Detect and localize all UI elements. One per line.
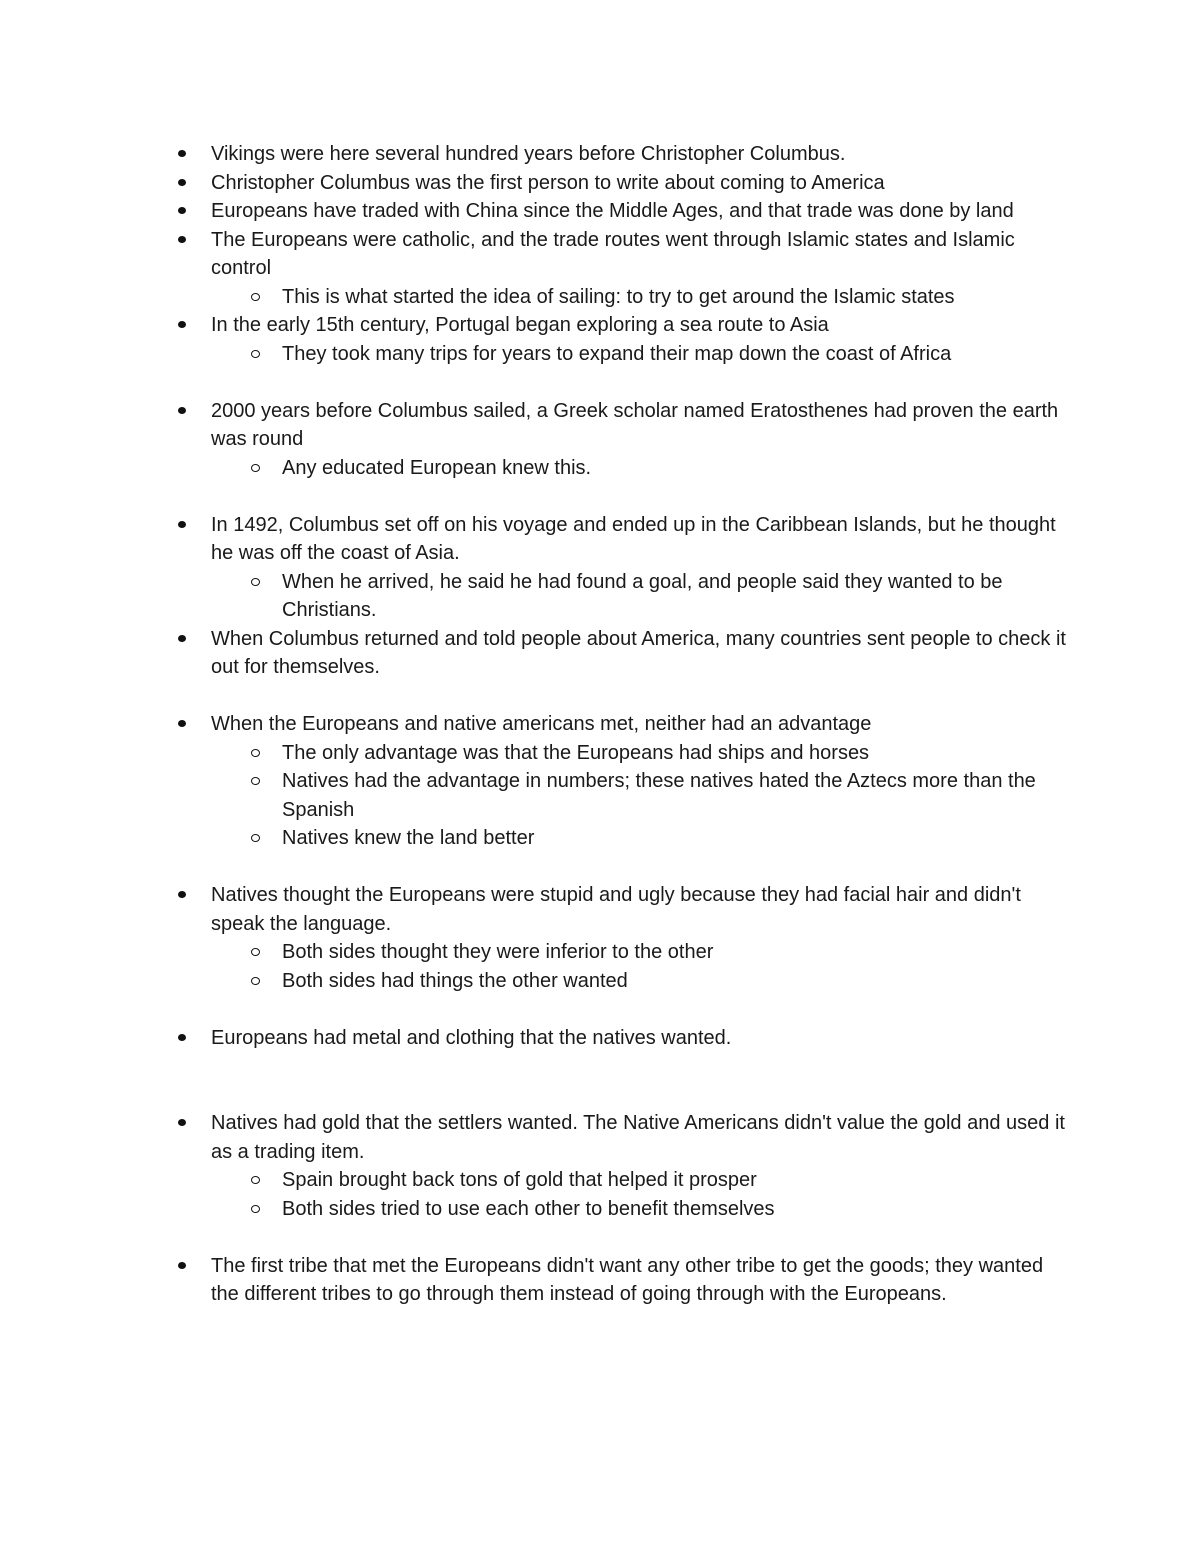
sub-bullet-item (176, 938, 1076, 967)
bullet-text: The Europeans were catholic, and the trade routes went through Islamic states and Islamic control (211, 228, 1015, 279)
bullet-item (176, 169, 1076, 198)
sub-bullet-item (176, 454, 1076, 483)
bullet-text: When he arrived, he said he had found a goal, and people said they wanted to be Christians. (282, 570, 1003, 621)
filled-bullet-icon (178, 1119, 186, 1126)
sub-bullet-item (176, 739, 1076, 768)
bullet-text: Christopher Columbus was the first person to write about coming to America (211, 171, 885, 194)
filled-bullet-icon (178, 1034, 186, 1041)
hollow-bullet-icon (251, 1205, 260, 1213)
sub-bullet-item (176, 967, 1076, 996)
bullet-item (176, 140, 1076, 169)
bullet-text: Both sides had things the other wanted (282, 969, 628, 992)
bullet-item (176, 1109, 1076, 1166)
bullet-text: Both sides tried to use each other to benefit themselves (282, 1197, 775, 1220)
bullet-text: Europeans have traded with China since the Middle Ages, and that trade was done by land (211, 200, 1014, 222)
bullet-text: Natives had gold that the settlers wanted. The Native Americans didn't value the gold and used it as a trading item. (211, 1112, 1065, 1163)
hollow-bullet-icon (251, 293, 260, 301)
bullet-text: 2000 years before Columbus sailed, a Greek scholar named Eratosthenes had proven the earth was round (211, 399, 1059, 450)
bullet-text: Vikings were here several hundred years before Christopher Columbus. (211, 143, 846, 165)
bullet-text: Natives thought the Europeans were stupid and ugly because they had facial hair and didn't speak the language. (211, 884, 1021, 935)
bullet-text: Spain brought back tons of gold that helped it prosper (282, 1169, 757, 1191)
hollow-bullet-icon (251, 350, 260, 358)
bullet-text: Any educated European knew this. (282, 456, 592, 479)
bullet-text: Europeans had metal and clothing that the natives wanted. (211, 1026, 732, 1049)
sub-bullet-item (176, 340, 1076, 369)
hollow-bullet-icon (251, 464, 260, 472)
bullet-item (176, 226, 1076, 283)
sub-bullet-item (176, 283, 1076, 312)
bullet-text: In 1492, Columbus set off on his voyage and ended up in the Caribbean Islands, but he thought he was off the coast of Asia. (211, 513, 1056, 564)
filled-bullet-icon (178, 236, 186, 243)
bullet-item (176, 710, 1076, 739)
bullet-item (176, 311, 1076, 340)
bullet-text: When the Europeans and native americans met, neither had an advantage (211, 713, 872, 735)
notes-list (176, 140, 1076, 1309)
bullet-item (176, 511, 1076, 568)
bullet-item (176, 197, 1076, 226)
filled-bullet-icon (178, 891, 186, 898)
filled-bullet-icon (178, 635, 186, 642)
hollow-bullet-icon (251, 1176, 260, 1184)
filled-bullet-icon (178, 207, 186, 214)
filled-bullet-icon (178, 521, 186, 528)
bullet-item (176, 1024, 1076, 1053)
bullet-item (176, 1252, 1076, 1309)
filled-bullet-icon (178, 179, 186, 186)
bullet-text: Natives had the advantage in numbers; these natives hated the Aztecs more than the Spanish (282, 770, 1036, 821)
filled-bullet-icon (178, 1262, 186, 1269)
hollow-bullet-icon (251, 777, 260, 785)
bullet-item (176, 625, 1076, 682)
bullet-text: Natives knew the land better (282, 827, 535, 849)
bullet-text: When Columbus returned and told people about America, many countries sent people to check it out for themselves. (211, 627, 1066, 678)
sub-bullet-item (176, 1195, 1076, 1224)
hollow-bullet-icon (251, 578, 260, 586)
bullet-text: This is what started the idea of sailing: to try to get around the Islamic states (282, 285, 955, 308)
filled-bullet-icon (178, 321, 186, 328)
hollow-bullet-icon (251, 834, 260, 842)
hollow-bullet-icon (251, 749, 260, 757)
sub-bullet-item (176, 767, 1076, 824)
bullet-text: The only advantage was that the Europeans had ships and horses (282, 741, 870, 764)
filled-bullet-icon (178, 407, 186, 414)
bullet-item (176, 397, 1076, 454)
bullet-item (176, 881, 1076, 938)
sub-bullet-item (176, 824, 1076, 853)
filled-bullet-icon (178, 150, 186, 157)
sub-bullet-item (176, 1166, 1076, 1195)
sub-bullet-item (176, 568, 1076, 625)
bullet-text: Both sides thought they were inferior to the other (282, 941, 714, 963)
bullet-text: In the early 15th century, Portugal began exploring a sea route to Asia (211, 314, 829, 336)
bullet-text: They took many trips for years to expand their map down the coast of Africa (282, 342, 952, 365)
filled-bullet-icon (178, 720, 186, 727)
hollow-bullet-icon (251, 977, 260, 985)
bullet-text: The first tribe that met the Europeans didn't want any other tribe to get the goods; they wanted the different tribes to go through them instead of going through with the Europeans. (211, 1254, 1044, 1305)
hollow-bullet-icon (251, 948, 260, 956)
